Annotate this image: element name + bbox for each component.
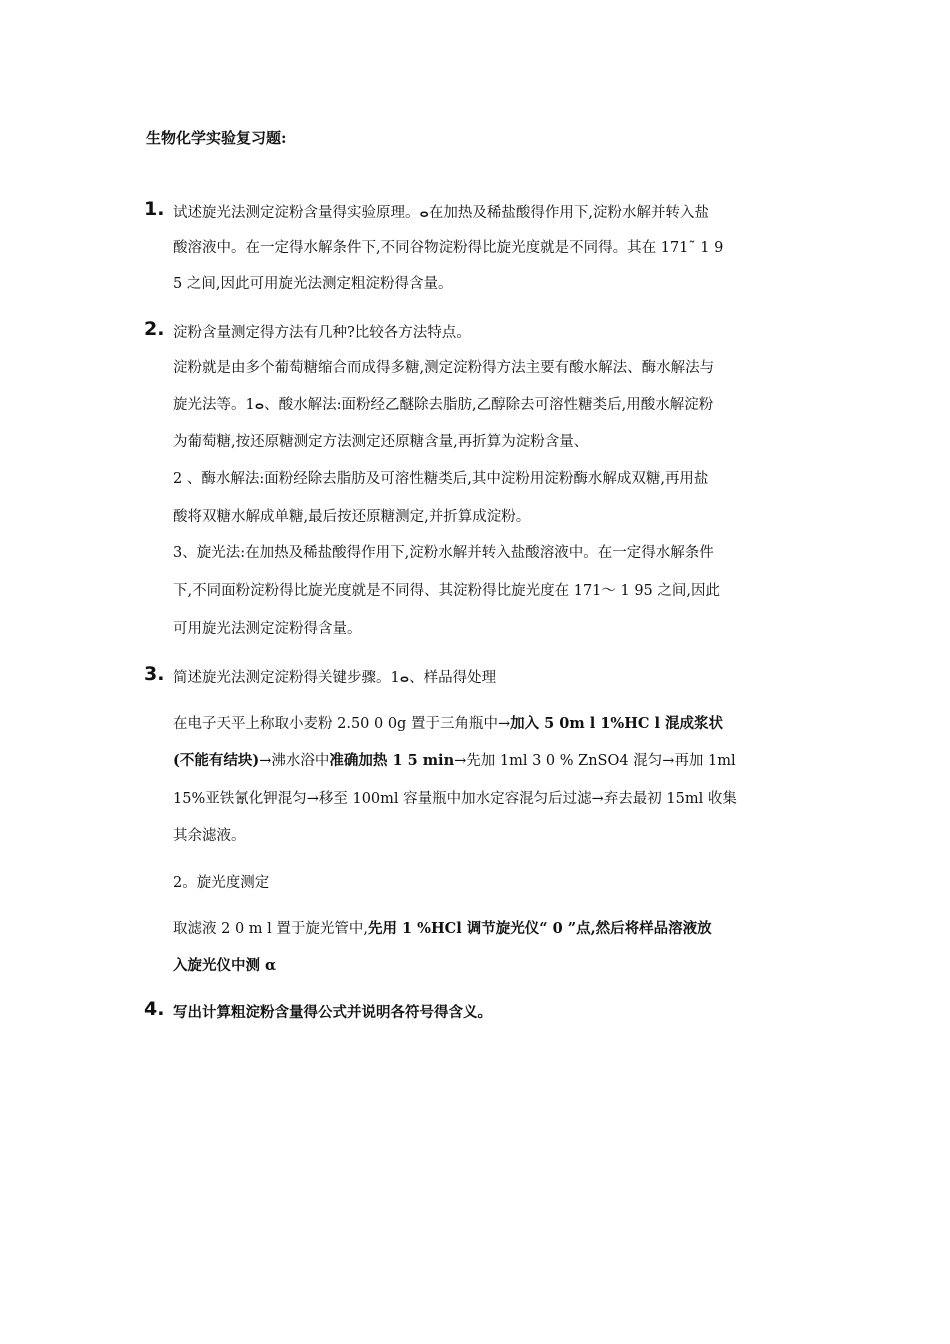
answer-2-line-8: 可用旋光法测定淀粉得含量。: [173, 621, 362, 637]
step-1-bold-text: (不能有结块): [173, 752, 260, 769]
step-1-bold-text: 加入 5 0m l 1%HC l 混成浆状: [510, 715, 724, 732]
question-1-line-2: 酸溶液中。在一定得水解条件下,不同谷物淀粉得比旋光度就是不同得。其在 171˜ 1 9: [173, 240, 724, 256]
answer-2-line-6: 3、旋光法:在加热及稀盐酸得作用下,淀粉水解并转入盐酸溶液中。在一定得水解条件: [173, 545, 714, 561]
step-1-line-3: 15%亚铁氰化钾混匀→移至 100ml 容量瓶中加水定容混匀后过滤→弃去最初 15ml 收集: [173, 791, 737, 807]
step-1-bold-text: 准确加热 1 5 min: [329, 752, 455, 769]
question-3-prompt: 简述旋光法测定淀粉得关键步骤。1ⴰ、样品得处理: [173, 670, 497, 686]
answer-2-line-1: 淀粉就是由多个葡萄糖缩合而成得多糖,测定淀粉得方法主要有酸水解法、酶水解法与: [173, 360, 715, 376]
answer-2-line-5: 酸将双糖水解成单糖,最后按还原糖测定,并折算成淀粉。: [173, 509, 531, 525]
question-3-number: 3.: [144, 663, 165, 685]
step-1-line-4: 其余滤液。: [173, 828, 246, 844]
step-2-line-1: [173, 917, 712, 938]
step-1-line-2: [173, 749, 736, 770]
step-1-text: →先加 1ml 3 0 % ZnSO4 混匀→再加 1ml: [454, 753, 736, 769]
question-1-number: 1.: [144, 198, 165, 220]
step-2-line-2: 入旋光仪中测 α: [173, 957, 277, 974]
question-2-number: 2.: [144, 318, 165, 340]
question-4-number: 4.: [144, 998, 165, 1020]
step-2-bold-text: 先用 1 %HCl 调节旋光仪“ 0 ”点,然后将样品溶液放: [368, 920, 712, 937]
question-1-line-1: 试述旋光法测定淀粉含量得实验原理。ⴰ在加热及稀盐酸得作用下,淀粉水解并转入盐: [173, 205, 709, 221]
question-4-prompt: 写出计算粗淀粉含量得公式并说明各符号得含义。: [173, 1004, 492, 1021]
answer-2-line-3: 为葡萄糖,按还原糖测定方法测定还原糖含量,再折算为淀粉含量、: [173, 434, 589, 450]
step-1-text: 在电子天平上称取小麦粉 2.50 0 0g 置于三角瓶中→: [173, 716, 511, 732]
question-2-prompt: 淀粉含量测定得方法有几种?比较各方法特点。: [173, 325, 471, 341]
step-1-line-1: [173, 712, 723, 733]
step-2-heading: 2。旋光度测定: [173, 875, 270, 891]
answer-2-line-7: 下,不同面粉淀粉得比旋光度就是不同得、其淀粉得比旋光度在 171～ 1 95 之间,因此: [173, 583, 721, 599]
page-title: 生物化学实验复习题:: [146, 129, 287, 147]
answer-2-line-2: 旋光法等。1ⴰ、酸水解法:面粉经乙醚除去脂肪,乙醇除去可溶性糖类后,用酸水解淀粉: [173, 397, 714, 413]
step-1-text: →沸水浴中: [259, 753, 330, 769]
question-1-line-3: 5 之间,因此可用旋光法测定粗淀粉得含量。: [173, 276, 453, 292]
answer-2-line-4: 2 、酶水解法:面粉经除去脂肪及可溶性糖类后,其中淀粉用淀粉酶水解成双糖,再用盐: [173, 471, 709, 487]
step-2-text: 取滤液 2 0 m l 置于旋光管中,: [173, 921, 368, 937]
